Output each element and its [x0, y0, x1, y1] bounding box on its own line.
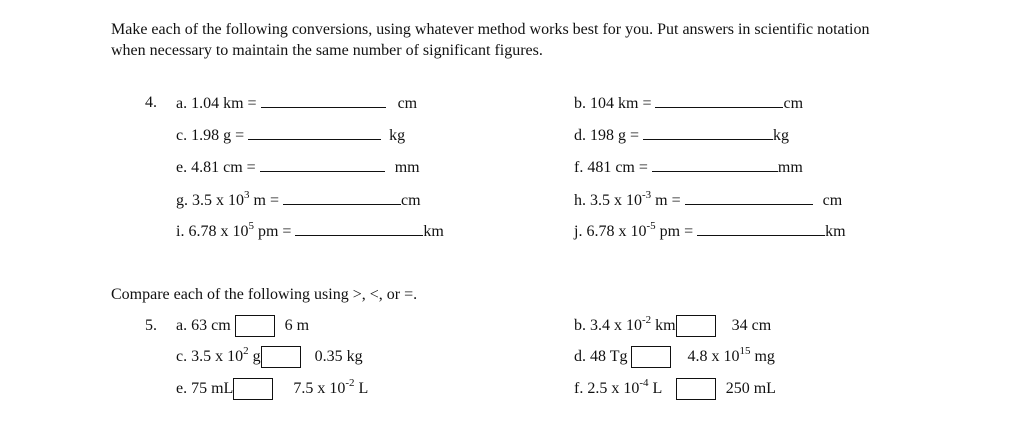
right-exponent: 15	[739, 345, 751, 357]
right-quantity: 6 m	[284, 317, 310, 334]
left-unit: L	[652, 380, 662, 397]
item-expression: 104 km =	[590, 95, 652, 112]
item-rest: pm =	[659, 223, 694, 240]
right-quantity: 250 mL	[725, 380, 776, 397]
item-letter: d.	[574, 127, 586, 144]
answer-blank-4a[interactable]	[261, 95, 386, 108]
problem-5a	[176, 314, 309, 338]
problem-4f	[574, 158, 803, 178]
problem-5d	[574, 345, 775, 369]
answer-blank-4g[interactable]	[283, 192, 401, 205]
left-base: 2.5 x 10	[587, 380, 640, 397]
item-letter: a.	[176, 95, 188, 112]
item-expression: 1.98 g =	[191, 127, 245, 144]
item-letter: d.	[574, 348, 586, 365]
problem-4d	[574, 126, 789, 146]
item-letter: f.	[574, 380, 584, 397]
answer-blank-4c[interactable]	[248, 127, 381, 140]
problem-4i	[176, 222, 444, 242]
problem-4j	[574, 222, 846, 242]
problem-4e	[176, 158, 420, 178]
problem-5e	[176, 377, 368, 401]
left-quantity: 75 mL	[191, 380, 234, 397]
item-letter: b.	[574, 317, 586, 334]
answer-blank-4j[interactable]	[697, 223, 825, 236]
item-letter: e.	[176, 380, 188, 397]
exponent: 3	[244, 189, 250, 201]
answer-blank-4f[interactable]	[652, 159, 778, 172]
problem-4g	[176, 191, 421, 211]
compare-heading: Compare each of the following using >, <, or =.	[111, 286, 418, 303]
problem-5b	[574, 314, 771, 338]
item-letter: g.	[176, 192, 188, 209]
item-letter: j.	[574, 223, 583, 240]
comparison-box-5e[interactable]	[233, 378, 273, 400]
target-unit: cm	[783, 95, 804, 112]
left-exponent: 2	[243, 345, 249, 357]
left-base: 3.5 x 10	[191, 348, 244, 365]
answer-blank-4i[interactable]	[295, 223, 423, 236]
left-exponent: -2	[642, 314, 652, 326]
problem-5-number: 5.	[145, 317, 157, 334]
exponent: 5	[248, 220, 254, 232]
left-quantity: 63 cm	[191, 317, 231, 334]
right-unit: L	[358, 380, 369, 397]
left-exponent: -4	[639, 377, 649, 389]
target-unit: cm	[397, 95, 418, 112]
item-expression: 1.04 km =	[191, 95, 257, 112]
answer-blank-4b[interactable]	[655, 95, 783, 108]
item-rest: m =	[253, 192, 279, 209]
target-unit: mm	[394, 159, 420, 176]
problem-4h	[574, 191, 842, 211]
answer-blank-4e[interactable]	[260, 159, 385, 172]
item-expression: 4.81 cm =	[191, 159, 256, 176]
problem-5f	[574, 377, 776, 401]
item-letter: f.	[574, 159, 584, 176]
target-unit: cm	[822, 192, 843, 209]
right-base: 4.8 x 10	[687, 348, 740, 365]
left-unit: km	[655, 317, 676, 334]
instructions-line-2: when necessary to maintain the same number of significant figures.	[111, 42, 543, 59]
exponent: -3	[642, 189, 652, 201]
item-base: 3.5 x 10	[192, 192, 244, 209]
answer-blank-4d[interactable]	[643, 127, 773, 140]
left-quantity: 48 Tg	[590, 348, 628, 365]
problem-4-number: 4.	[145, 94, 157, 111]
item-letter: b.	[574, 95, 586, 112]
instructions-line-1: Make each of the following conversions, using whatever method works best for you. Put answers in scientific notation	[111, 21, 870, 38]
comparison-box-5a[interactable]	[235, 315, 275, 337]
instructions	[111, 19, 1011, 61]
item-letter: c.	[176, 127, 188, 144]
problem-4c	[176, 126, 405, 146]
item-base: 6.78 x 10	[188, 223, 249, 240]
item-rest: pm =	[257, 223, 292, 240]
answer-blank-4h[interactable]	[685, 192, 813, 205]
exponent: -5	[646, 220, 656, 232]
right-unit: mg	[754, 348, 775, 365]
comparison-box-5f[interactable]	[676, 378, 716, 400]
item-expression: 481 cm =	[587, 159, 648, 176]
left-unit: g	[252, 348, 261, 365]
item-letter: e.	[176, 159, 188, 176]
item-base: 6.78 x 10	[586, 223, 647, 240]
target-unit: mm	[777, 159, 803, 176]
item-base: 3.5 x 10	[590, 192, 642, 209]
item-letter: c.	[176, 348, 188, 365]
right-quantity: 0.35 kg	[314, 348, 363, 365]
left-base: 3.4 x 10	[590, 317, 642, 334]
right-quantity: 34 cm	[731, 317, 772, 334]
problem-5c	[176, 345, 363, 369]
right-base: 7.5 x 10	[293, 380, 346, 397]
right-exponent: -2	[345, 377, 355, 389]
comparison-box-5b[interactable]	[676, 315, 716, 337]
target-unit: km	[423, 223, 444, 240]
problem-4b	[574, 94, 803, 114]
item-letter: a.	[176, 317, 188, 334]
comparison-box-5d[interactable]	[631, 346, 671, 368]
problem-4a	[176, 94, 417, 114]
target-unit: kg	[773, 127, 790, 144]
item-rest: m =	[655, 192, 681, 209]
item-expression: 198 g =	[590, 127, 640, 144]
target-unit: cm	[400, 192, 421, 209]
target-unit: km	[825, 223, 846, 240]
comparison-box-5c[interactable]	[261, 346, 301, 368]
target-unit: kg	[389, 127, 406, 144]
item-letter: h.	[574, 192, 586, 209]
item-letter: i.	[176, 223, 185, 240]
